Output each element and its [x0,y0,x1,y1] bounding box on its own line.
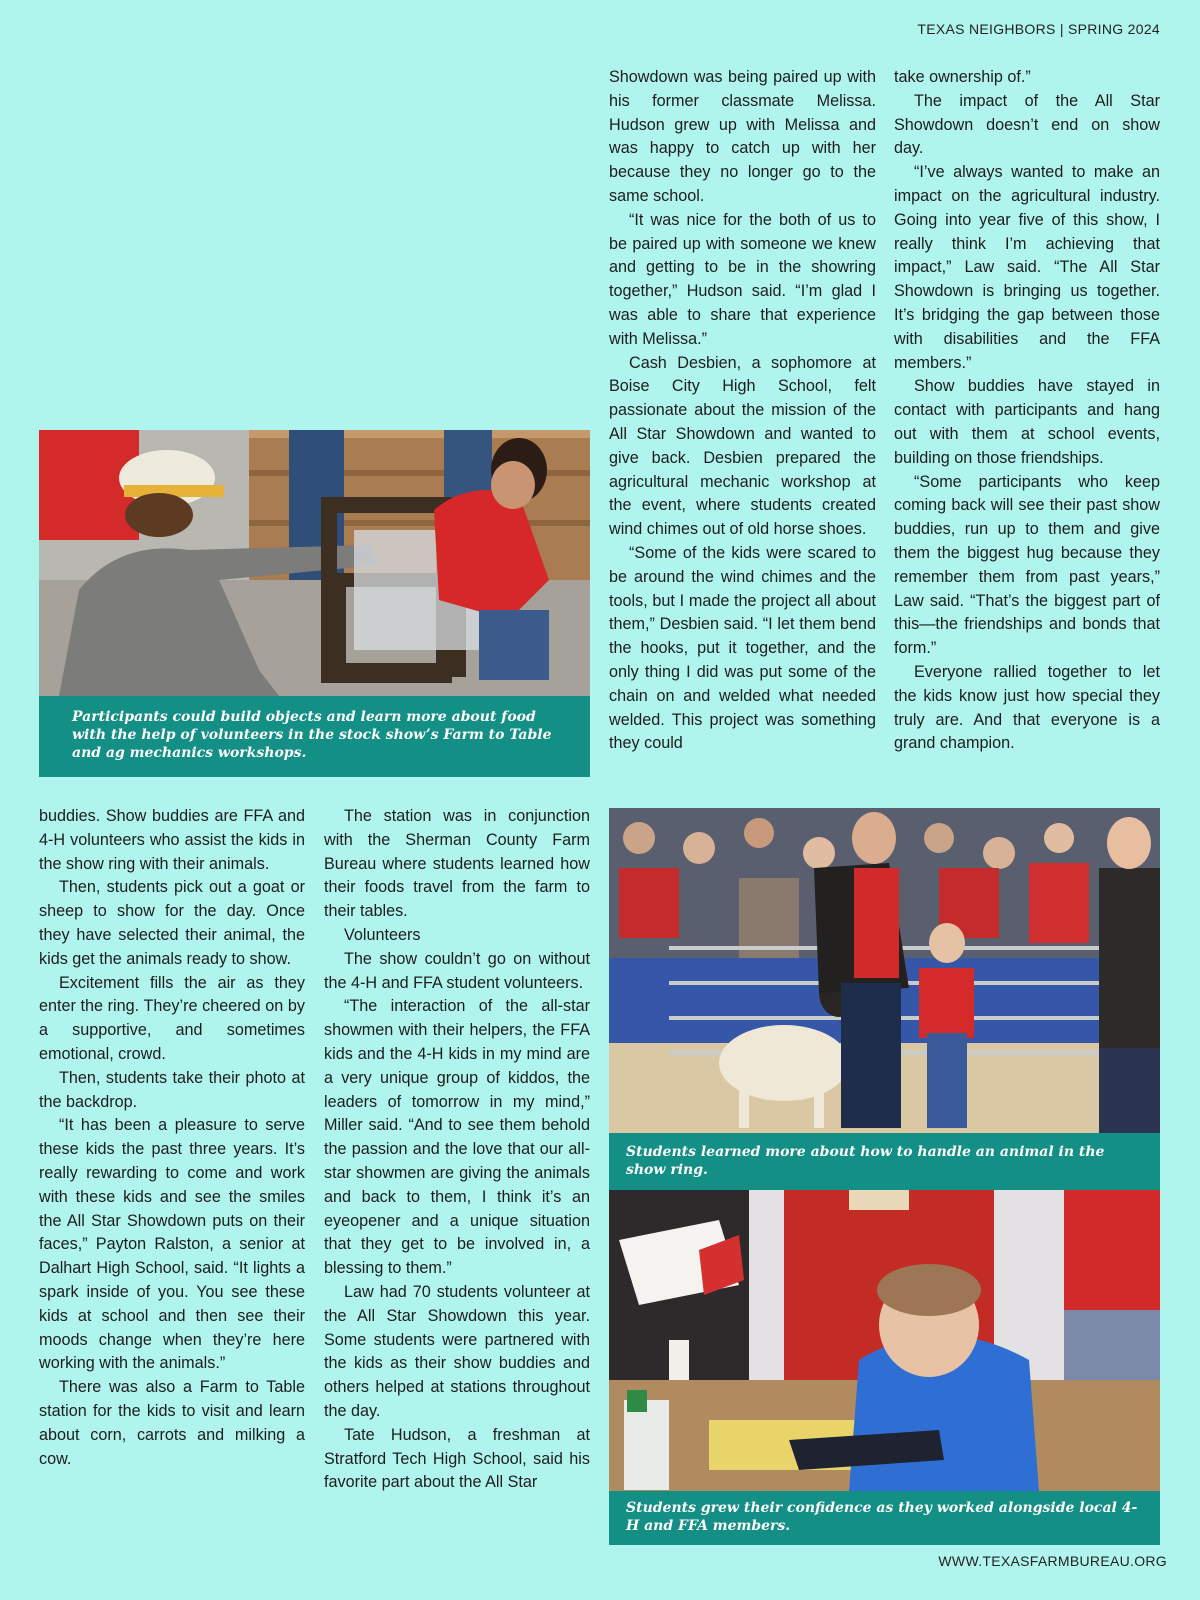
paragraph: Everyone rallied together to let the kids know just how special they truly are. And that everyone is a grand champion. [894,662,1160,753]
page-header: TEXAS NEIGHBORS | SPRING 2024 [917,21,1160,37]
paragraph: “It has been a pleasure to serve these kids the past three years. It’s really rewarding to come and work with these kids and see the smiles the All Star Showdown puts on their faces,” Payton Ralston, a senior at Dalhart High School, said. “It lights a spark inside of you. You see these kids at school and then see their moods change when they’re here working with the animals.” [39,1116,305,1373]
page-footer-url[interactable]: WWW.TEXASFARMBUREAU.ORG [938,1553,1167,1569]
paragraph: “The interaction of the all-star showmen with their helpers, the FFA kids and the 4-H kids in my mind are a very unique group of kiddos, the leaders of tomorrow in my mind,” Miller said. “And to see them behold the passion and the love that our all-star showmen are giving the animals and back to them, I think it’s an eyeopener and a unique situation that they get to be involved in, a blessing to them.” [324,997,590,1278]
paragraph: Then, students take their photo at the backdrop. [39,1068,305,1111]
paragraph: buddies. Show buddies are FFA and 4-H volunteers who assist the kids in the show ring with their animals. [39,807,305,873]
article-column-1 [39,805,305,1471]
article-column-4 [894,66,1160,756]
show-ring-photo-caption: Students learned more about how to handle an animal in the show ring. [609,1133,1160,1190]
crafts-photo-caption: Students grew their confidence as they worked alongside local 4-H and FFA members. [609,1491,1160,1545]
paragraph: take ownership of.” [894,68,1031,86]
article-column-3 [609,66,876,756]
paragraph: “It was nice for the both of us to be paired up with someone we knew and getting to be in the showring together,” Hudson said. “I’m glad I was able to share that experience with Melissa.” [609,210,876,348]
paragraph: Show buddies have stayed in contact with participants and hang out with them at school events, building on those friendships. [894,377,1160,467]
show-ring-photo [609,808,1160,1133]
paragraph: Tate Hudson, a freshman at Stratford Tech High School, said his favorite part about the All Star [324,1425,590,1492]
paragraph: “Some participants who keep coming back will see their past show buddies, run up to them and give them the biggest hug because they remember them from past years,” Law said. “That’s the biggest part of this—the friendships and bonds that form.” [894,472,1160,658]
paragraph: “Some of the kids were scared to be around the wind chimes and the tools, but I made the project all about them,” Desbien said. “I let them bend the hooks, put it together, and the only thing I did was put some of the chain on and welded what needed welded. This project was something they could [609,543,876,753]
paragraph: The impact of the All Star Showdown doesn’t end on show day. [894,91,1160,158]
paragraph: “I’ve always wanted to make an impact on the agricultural industry. Going into year five of this show, I really think I’m achieving that impact,” Law said. “The All Star Showdown is bringing us together. It’s bridging the gap between those with disabilities and the FFA members.” [894,163,1160,372]
paragraph: The show couldn’t go on without the 4-H and FFA student volunteers. [324,949,590,992]
crafts-photo [609,1190,1160,1491]
section-subhead: Volunteers [344,925,421,944]
workshop-photo [39,430,590,696]
paragraph: The station was in conjunction with the Sherman County Farm Bureau where students learned how their foods travel from the farm to their tables. [324,807,590,921]
paragraph: Excitement fills the air as they enter the ring. They’re cheered on by a supportive, and sometimes emotional, crowd. [39,973,305,1063]
paragraph: Law had 70 students volunteer at the All Star Showdown this year. Some students were partnered with the kids as their show buddies and others helped at stations throughout the day. [324,1282,590,1420]
paragraph: Showdown was being paired up with his former classmate Melissa. Hudson grew up with Melissa and was happy to catch up with her because they no longer go to the same school. [609,68,876,205]
paragraph: There was also a Farm to Table station for the kids to visit and learn about corn, carrots and milking a cow. [39,1378,305,1468]
article-column-2 [324,805,590,1495]
workshop-photo-caption: Participants could build objects and learn more about food with the help of volunteers in the stock show’s Farm to Table and ag mechanics workshops. [39,696,590,777]
paragraph: Cash Desbien, a sophomore at Boise City High School, felt passionate about the mission of the All Star Showdown and wanted to give back. Desbien prepared the agricultural mechanic workshop at the event, where students created wind chimes out of old horse shoes. [609,353,876,539]
paragraph: Then, students pick out a goat or sheep to show for the day. Once they have selected their animal, the kids get the animals ready to show. [39,878,305,968]
